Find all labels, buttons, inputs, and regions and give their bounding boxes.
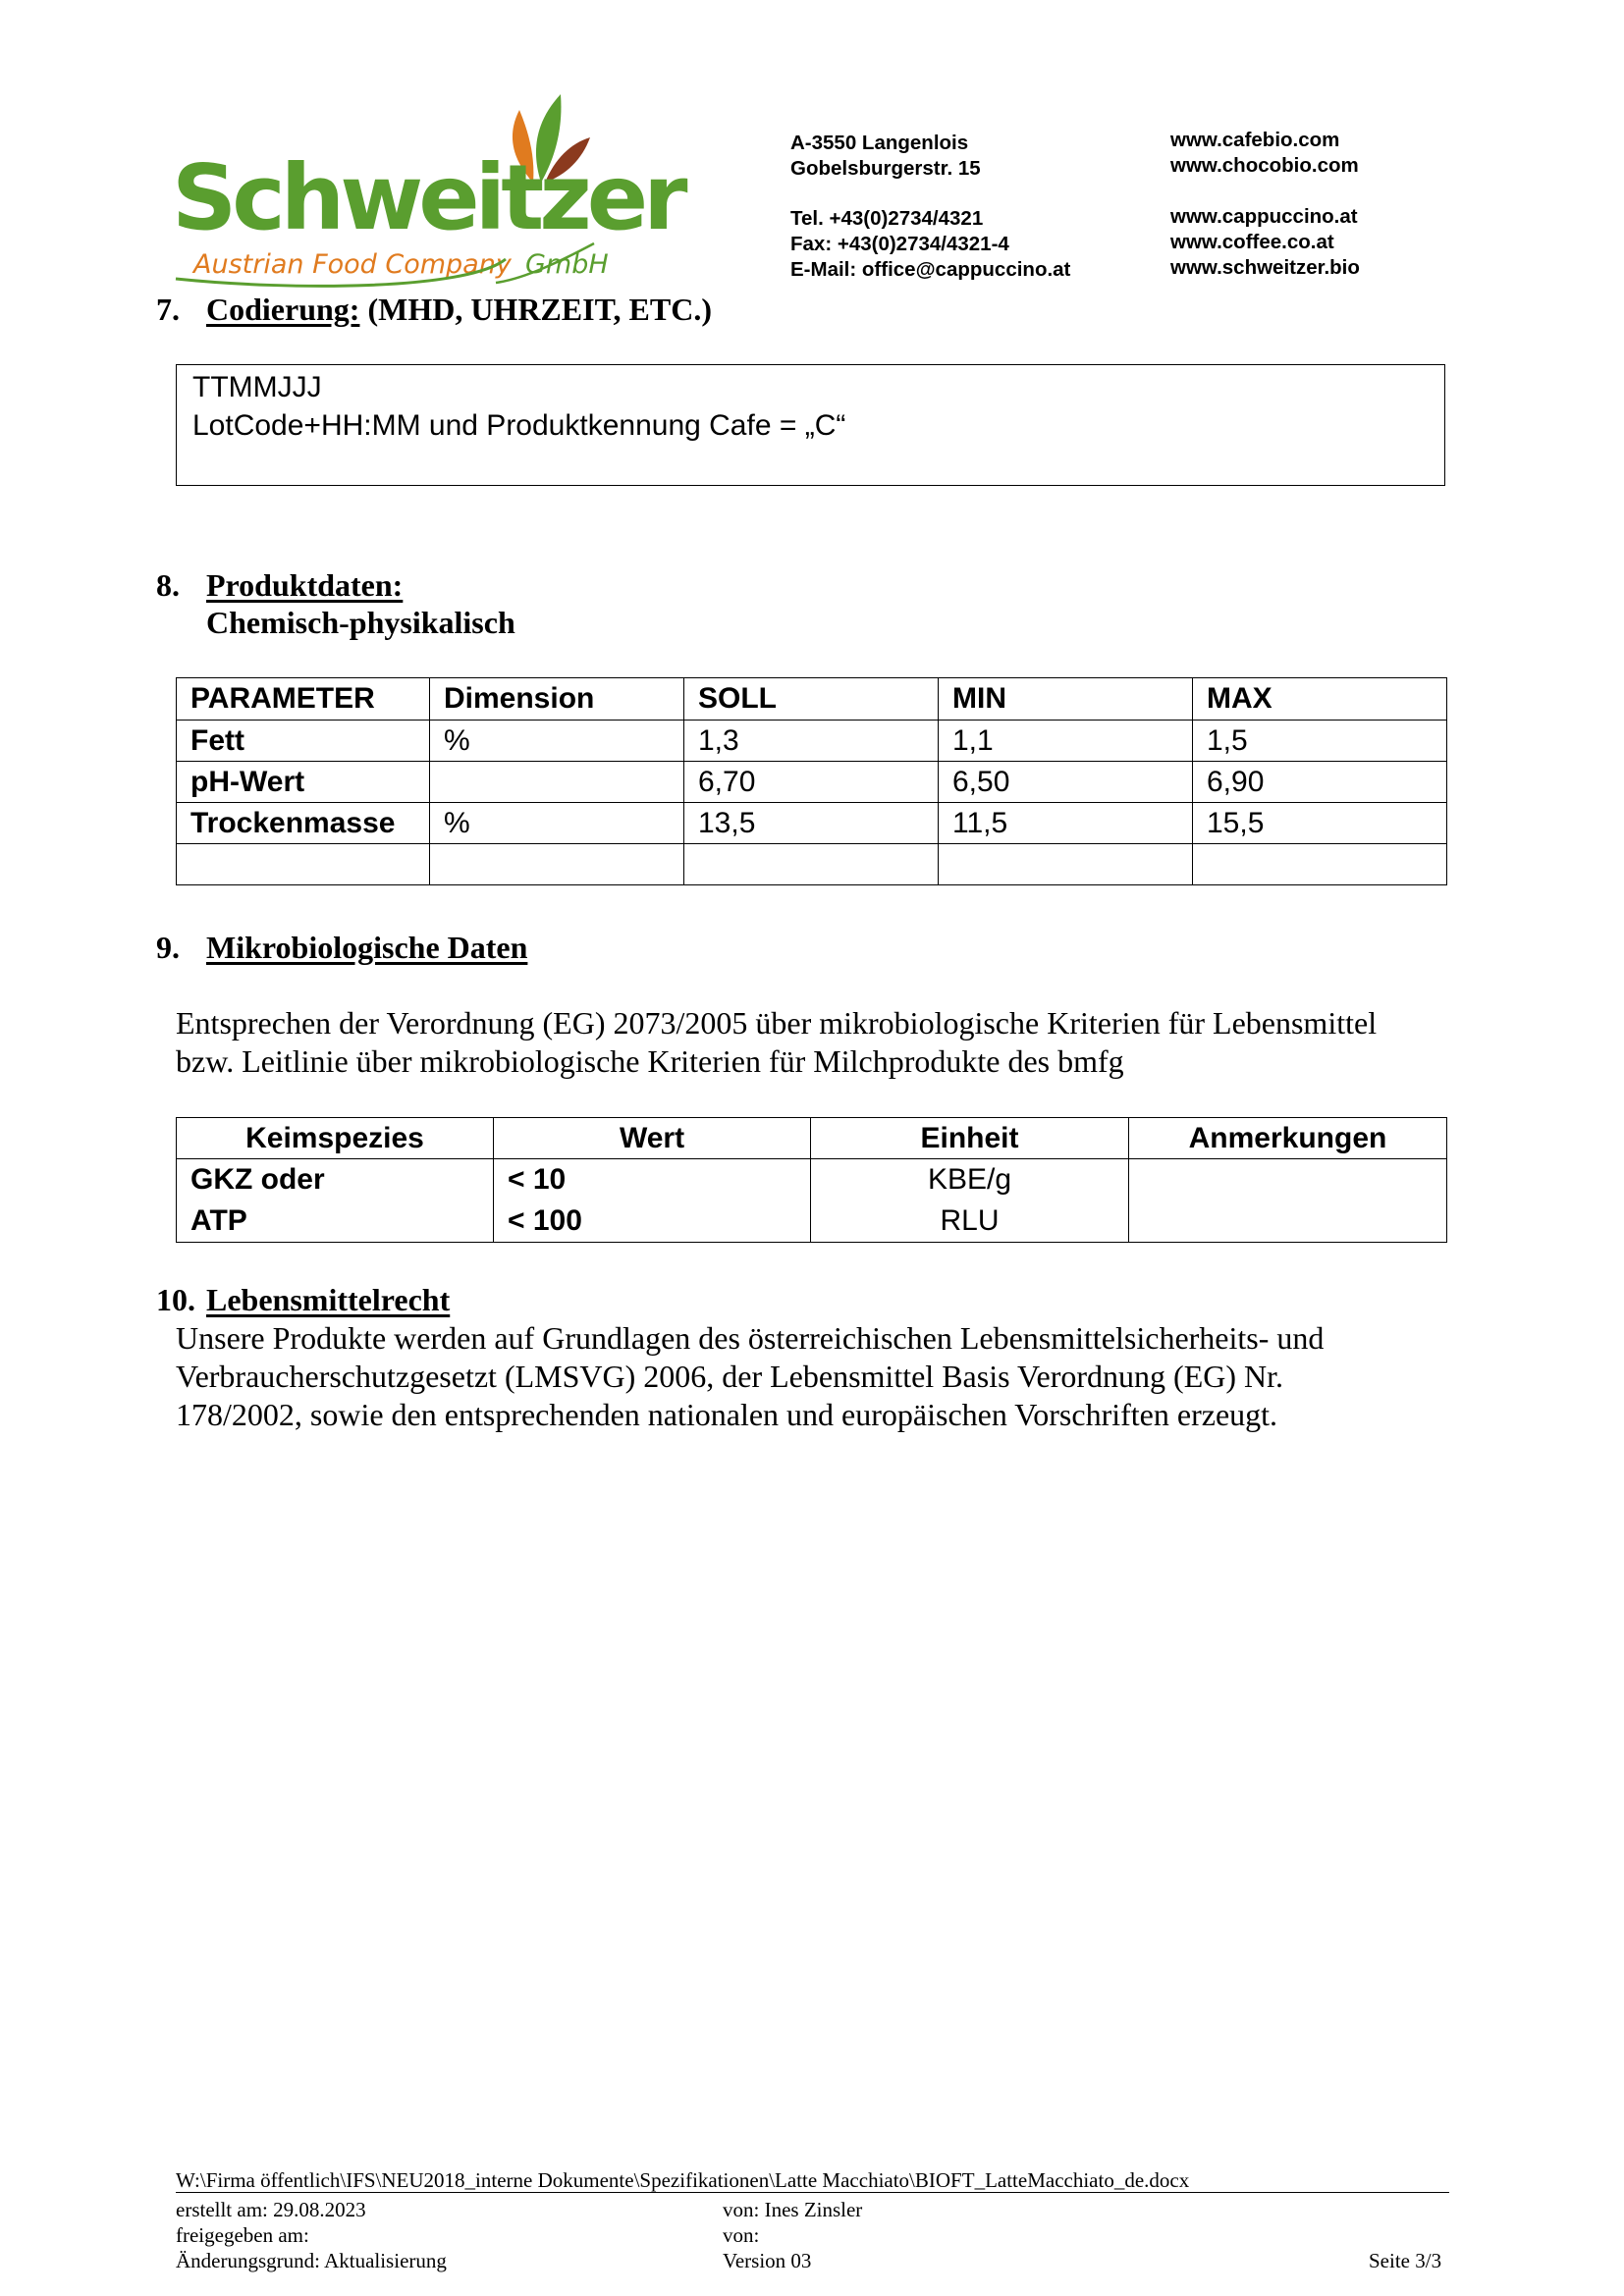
table-cell bbox=[430, 844, 684, 885]
table-cell bbox=[177, 844, 430, 885]
table-cell: 6,70 bbox=[684, 762, 939, 803]
website-link[interactable]: www.coffee.co.at bbox=[1170, 231, 1334, 253]
table-cell: 6,90 bbox=[1193, 762, 1447, 803]
table-cell: 11,5 bbox=[939, 803, 1193, 844]
table-row bbox=[177, 803, 1447, 844]
footer-reason: Änderungsgrund: Aktualisierung bbox=[176, 2249, 447, 2272]
section-10-number: 10. bbox=[156, 1282, 195, 1317]
company-logo bbox=[172, 92, 683, 289]
address-line: A-3550 Langenlois bbox=[790, 132, 969, 154]
table-cell: % bbox=[430, 721, 684, 762]
table-cell: pH-Wert bbox=[177, 762, 430, 803]
column-header: Dimension bbox=[430, 678, 684, 721]
website-link[interactable]: www.cafebio.com bbox=[1170, 129, 1340, 151]
column-header: MAX bbox=[1193, 678, 1447, 721]
logo-swoosh-icon bbox=[172, 240, 638, 289]
address-line: Gobelsburgerstr. 15 bbox=[790, 157, 981, 180]
column-header: SOLL bbox=[684, 678, 939, 721]
table-cell: Fett bbox=[177, 721, 430, 762]
section-7-heading bbox=[206, 294, 712, 325]
column-header: Einheit bbox=[811, 1118, 1129, 1159]
table-cell bbox=[939, 844, 1193, 885]
column-header: Anmerkungen bbox=[1129, 1118, 1447, 1159]
section-8-number: 8. bbox=[156, 567, 180, 603]
website-link[interactable]: www.chocobio.com bbox=[1170, 154, 1359, 177]
section-10-title: Lebensmittelrecht bbox=[206, 1282, 451, 1317]
table-row-empty bbox=[177, 844, 1447, 885]
column-header: MIN bbox=[939, 678, 1193, 721]
column-header: Wert bbox=[494, 1118, 811, 1159]
unit-value: RLU bbox=[940, 1204, 1000, 1237]
websites-block-2 bbox=[1170, 204, 1360, 281]
table-header-row bbox=[177, 1118, 1447, 1159]
table-cell bbox=[177, 1159, 494, 1243]
logo-suffix: GmbH bbox=[525, 249, 609, 280]
table-cell: 1,1 bbox=[939, 721, 1193, 762]
law-paragraph-line: Verbraucherschutzgesetzt (LMSVG) 2006, der Lebensmittel Basis Verordnung (EG) Nr. bbox=[176, 1359, 1283, 1394]
table-cell: 15,5 bbox=[1193, 803, 1447, 844]
limit-value: < 100 bbox=[508, 1204, 582, 1237]
website-link[interactable]: www.cappuccino.at bbox=[1170, 205, 1358, 228]
company-address bbox=[790, 131, 981, 182]
table-cell: % bbox=[430, 803, 684, 844]
unit-value: KBE/g bbox=[927, 1163, 1012, 1196]
table-cell bbox=[811, 1159, 1129, 1243]
footer-created-by: von: Ines Zinsler bbox=[723, 2198, 863, 2221]
footer-created: erstellt am: 29.08.2023 bbox=[176, 2198, 366, 2221]
logo-tagline: Austrian Food Company bbox=[193, 249, 512, 280]
law-paragraph-line: 178/2002, sowie den entsprechenden nationalen und europäischen Vorschriften erzeugt. bbox=[176, 1397, 1278, 1432]
footer-file-path: W:\Firma öffentlich\IFS\NEU2018_interne Dokumente\Spezifikationen\Latte Macchiato\BIOFT_LatteMacchiato_de.docx bbox=[176, 2168, 1190, 2192]
section-8-title: Produktdaten: bbox=[206, 567, 404, 603]
species-name: ATP bbox=[190, 1204, 247, 1237]
table-cell: Trockenmasse bbox=[177, 803, 430, 844]
limit-value: < 10 bbox=[508, 1163, 567, 1196]
footer-divider bbox=[176, 2192, 1449, 2193]
table-cell bbox=[430, 762, 684, 803]
footer-page-number: Seite 3/3 bbox=[1369, 2249, 1442, 2272]
footer-released-by: von: bbox=[723, 2223, 760, 2247]
table-row bbox=[177, 721, 1447, 762]
table-cell: 1,5 bbox=[1193, 721, 1447, 762]
table-cell bbox=[1193, 844, 1447, 885]
section-7-title: Codierung: bbox=[206, 292, 360, 327]
section-8-subtitle: Chemisch-physikalisch bbox=[206, 605, 515, 640]
websites-block-1 bbox=[1170, 128, 1359, 179]
table-cell bbox=[684, 844, 939, 885]
section-9-number: 9. bbox=[156, 930, 180, 965]
footer-released: freigegeben am: bbox=[176, 2223, 309, 2247]
coding-box bbox=[176, 364, 1445, 486]
micro-paragraph-line: bzw. Leitlinie über mikrobiologische Kriterien für Milchprodukte des bmfg bbox=[176, 1043, 1124, 1079]
law-paragraph-line: Unsere Produkte werden auf Grundlagen des österreichischen Lebensmittelsicherheits- und bbox=[176, 1320, 1325, 1356]
table-cell: 13,5 bbox=[684, 803, 939, 844]
table-row bbox=[177, 1159, 1447, 1243]
physchem-table bbox=[176, 677, 1447, 885]
table-cell: 1,3 bbox=[684, 721, 939, 762]
micro-table bbox=[176, 1117, 1447, 1243]
email-address: E-Mail: office@cappuccino.at bbox=[790, 258, 1071, 281]
section-7-number: 7. bbox=[156, 292, 180, 327]
table-cell bbox=[1129, 1159, 1447, 1243]
column-header: PARAMETER bbox=[177, 678, 430, 721]
coding-line: LotCode+HH:MM und Produktkennung Cafe = „C“ bbox=[192, 409, 846, 442]
column-header: Keimspezies bbox=[177, 1118, 494, 1159]
section-7-subtitle: (MHD, UHRZEIT, ETC.) bbox=[359, 292, 712, 327]
micro-paragraph-line: Entsprechen der Verordnung (EG) 2073/2005 über mikrobiologische Kriterien für Lebensmittel bbox=[176, 1005, 1378, 1041]
coding-line: TTMMJJJ bbox=[192, 371, 322, 403]
section-9-title: Mikrobiologische Daten bbox=[206, 930, 528, 965]
fax-number: Fax: +43(0)2734/4321-4 bbox=[790, 233, 1009, 255]
table-cell: 6,50 bbox=[939, 762, 1193, 803]
species-name: GKZ oder bbox=[190, 1163, 325, 1196]
footer-version: Version 03 bbox=[723, 2249, 812, 2272]
table-header-row bbox=[177, 678, 1447, 721]
table-cell bbox=[494, 1159, 811, 1243]
website-link[interactable]: www.schweitzer.bio bbox=[1170, 256, 1360, 279]
company-phone-block bbox=[790, 206, 1070, 283]
phone-number: Tel. +43(0)2734/4321 bbox=[790, 207, 984, 230]
logo-wordmark: Schweitzer bbox=[172, 145, 683, 250]
table-row bbox=[177, 762, 1447, 803]
